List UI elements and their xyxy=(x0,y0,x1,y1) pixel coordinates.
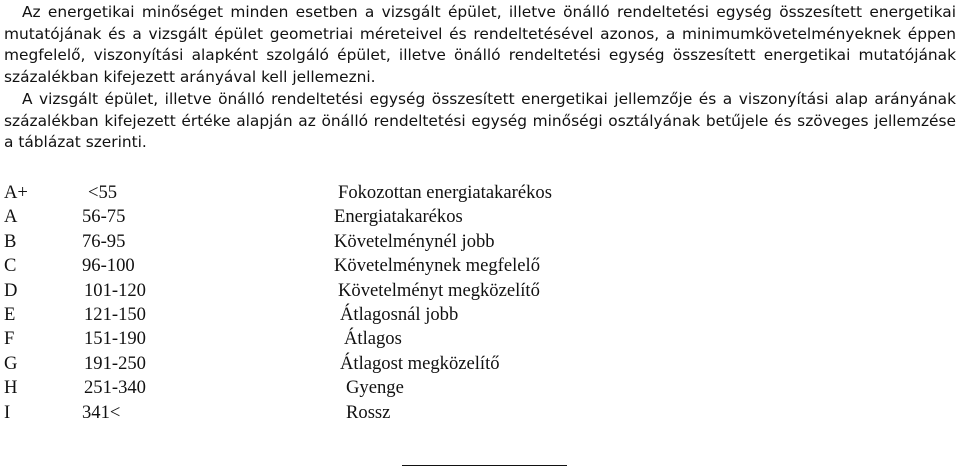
class-description: Gyenge xyxy=(346,377,404,399)
percentage-range: 151-190 xyxy=(84,328,146,350)
class-letter: D xyxy=(4,279,18,301)
class-letter: I xyxy=(4,401,11,423)
percentage-range: 56-75 xyxy=(82,206,126,228)
class-letter: H xyxy=(4,377,18,399)
percentage-range: 101-120 xyxy=(84,279,146,301)
class-description: Rossz xyxy=(346,401,391,423)
class-letter: G xyxy=(4,352,18,374)
footnote-separator-line xyxy=(402,465,567,466)
percentage-range: 121-150 xyxy=(84,303,146,325)
class-description: Követelménynek megfelelő xyxy=(334,255,541,277)
class-description: Energiatakarékos xyxy=(334,206,463,228)
class-description: Követelménynél jobb xyxy=(334,230,495,252)
class-letter: F xyxy=(4,328,15,350)
class-letter: C xyxy=(4,255,17,277)
percentage-range: 96-100 xyxy=(82,255,135,277)
percentage-range: 191-250 xyxy=(84,352,146,374)
class-letter: A xyxy=(4,206,18,228)
percentage-range: 341< xyxy=(82,401,121,423)
class-letter: B xyxy=(4,230,17,252)
class-description: Átlagos xyxy=(344,328,402,350)
paragraph-energy-quality-definition: Az energetikai minőséget minden esetben a vizsgált épület, illetve önálló rendeltetési egység összesített energetikai mutatójának és a vizsgált épület geometriai méreteivel és rendeltetésével azonos, a minimumkövetelményeknek éppen megfelelő, viszonyítási alapként szolgáló épület, illetve önálló rendeltetési egység összesített energetikai mutatójának százalékban kifejezett arányával kell jellemezni. xyxy=(4,3,956,86)
class-description: Átlagost megközelítő xyxy=(340,352,500,374)
percentage-range: <55 xyxy=(88,182,118,203)
class-description: Fokozottan energiatakarékos xyxy=(338,182,552,203)
percentage-range: 76-95 xyxy=(82,230,126,252)
class-letter: A+ xyxy=(4,182,28,203)
percentage-range: 251-340 xyxy=(84,377,146,399)
class-letter: E xyxy=(4,303,16,325)
class-description: Átlagosnál jobb xyxy=(340,303,459,325)
paragraph-classification-basis: A vizsgált épület, illetve önálló rendeltetési egység összesített energetikai jellemzője és a viszonyítási alap arányának százalékban kifejezett értéke alapján az önálló rendeltetési egység minőségi osztályának betűjele és szöveges jellemzése a táblázat szerinti. xyxy=(4,90,956,152)
class-description: Követelményt megközelítő xyxy=(338,279,540,301)
